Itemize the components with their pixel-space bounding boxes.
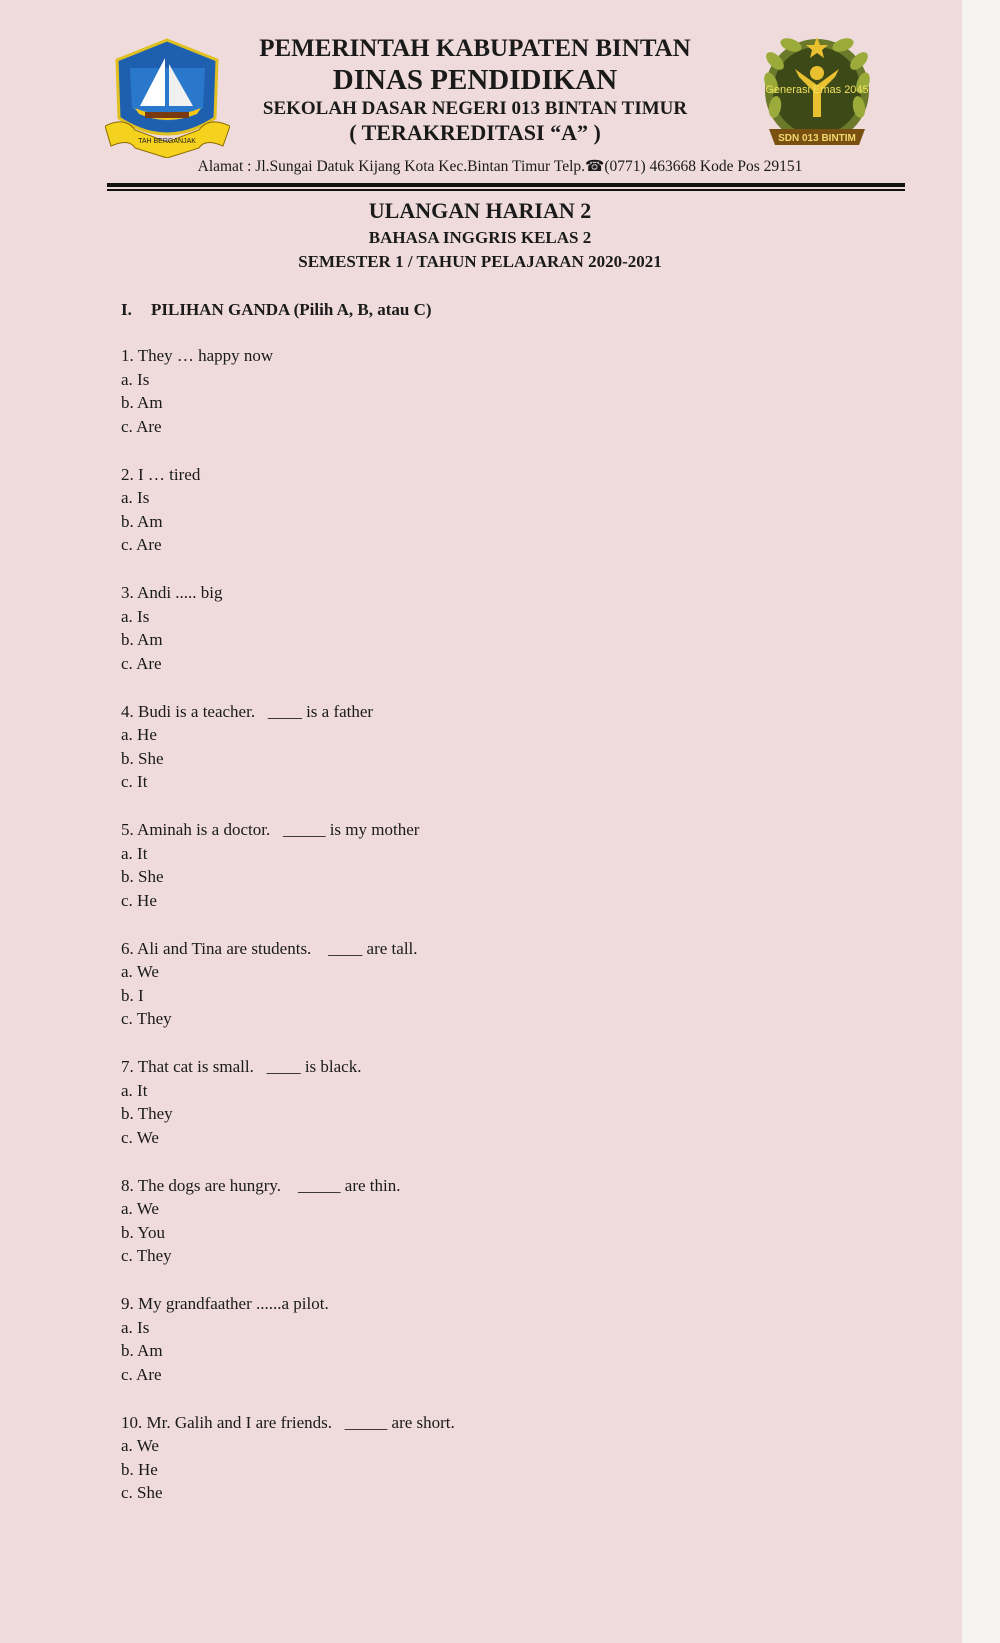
- header-divider-thin: [107, 189, 905, 191]
- option-c: c. They: [121, 1009, 172, 1028]
- bintan-regency-logo: [105, 38, 230, 158]
- option-b: b. They: [121, 1104, 173, 1123]
- exam-title: ULANGAN HARIAN 2: [368, 198, 592, 223]
- option-c: c. He: [121, 890, 157, 910]
- option-b: b. He: [121, 1459, 158, 1479]
- option-b: b. Am: [121, 511, 163, 531]
- question-stem: 1. They … happy now: [121, 346, 274, 365]
- question-stem: 7. That cat is small. ____ is black.: [121, 1057, 362, 1076]
- option-a: a. Is: [121, 606, 150, 626]
- option-a: a. We: [121, 1436, 159, 1455]
- section-label: PILIHAN GANDA (Pilih A, B, atau C): [151, 300, 432, 319]
- question-1: [121, 344, 821, 463]
- option-a: a. Is: [121, 1317, 150, 1337]
- option-c: c. She: [121, 1483, 163, 1502]
- question-stem: 3. Andi ..... big: [121, 583, 223, 602]
- header-accreditation: ( TERAKREDITASI “A” ): [349, 120, 601, 145]
- question-stem: 4. Budi is a teacher. ____ is a father: [121, 701, 374, 721]
- question-7: [121, 1055, 821, 1174]
- option-b: b. She: [121, 748, 164, 768]
- header-government: PEMERINTAH KABUPATEN BINTAN: [259, 35, 691, 62]
- option-a: a. We: [121, 1199, 159, 1218]
- question-stem: 10. Mr. Galih and I are friends. _____ are short.: [121, 1412, 455, 1432]
- option-b: b. Am: [121, 393, 163, 412]
- question-stem: 6. Ali and Tina are students. ____ are tall.: [121, 938, 418, 958]
- question-stem: 9. My grandfaather ......a pilot.: [121, 1294, 329, 1313]
- question-9: [121, 1292, 821, 1411]
- question-stem: 5. Aminah is a doctor. _____ is my mother: [121, 820, 420, 839]
- exam-subject: BAHASA INGGRIS KELAS 2: [368, 228, 592, 247]
- option-c: c. Are: [121, 1364, 162, 1384]
- letterhead: [0, 0, 1000, 200]
- golden-generation-logo: [755, 33, 883, 158]
- question-stem: 2. I … tired: [121, 464, 201, 484]
- option-c: c. Are: [121, 653, 162, 673]
- question-2: [121, 463, 821, 582]
- page-edge: [962, 0, 1000, 1643]
- option-a: a. It: [121, 1080, 148, 1100]
- question-list: [121, 344, 821, 1529]
- question-3: [121, 581, 821, 700]
- option-c: c. Are: [121, 535, 162, 554]
- option-c: c. Are: [121, 416, 162, 436]
- option-b: b. You: [121, 1222, 165, 1242]
- option-a: a. Is: [121, 488, 150, 507]
- svg-text:Generasi Emas 2045: Generasi Emas 2045: [765, 84, 869, 96]
- svg-text:TAH BERGANJAK: TAH BERGANJAK: [138, 138, 196, 145]
- question-10: [121, 1411, 821, 1530]
- question-5: [121, 818, 821, 937]
- header-divider-thick: [107, 183, 905, 187]
- option-b: b. Am: [121, 1341, 163, 1360]
- option-c: c. We: [121, 1127, 159, 1147]
- exam-semester: SEMESTER 1 / TAHUN PELAJARAN 2020-2021: [298, 252, 662, 271]
- question-stem: 8. The dogs are hungry. _____ are thin.: [121, 1175, 401, 1195]
- option-c: c. They: [121, 1246, 172, 1265]
- option-b: b. Am: [121, 630, 163, 649]
- svg-text:SDN 013 BINTIM: SDN 013 BINTIM: [778, 133, 856, 144]
- option-a: a. He: [121, 725, 157, 744]
- header-department: DINAS PENDIDIKAN: [332, 64, 618, 96]
- school-address: Alamat : Jl.Sungai Datuk Kijang Kota Kec.Bintan Timur Telp.☎(0771) 463668 Kode Pos 29151: [197, 158, 803, 175]
- section-heading: [121, 300, 432, 320]
- header-school: SEKOLAH DASAR NEGERI 013 BINTAN TIMUR: [262, 98, 688, 119]
- option-a: a. We: [121, 962, 159, 981]
- option-c: c. It: [121, 772, 148, 791]
- section-number: I.: [121, 300, 132, 319]
- question-4: [121, 700, 821, 819]
- question-6: [121, 937, 821, 1056]
- option-b: b. I: [121, 985, 144, 1005]
- option-b: b. She: [121, 867, 164, 886]
- option-a: a. Is: [121, 369, 150, 389]
- question-8: [121, 1174, 821, 1293]
- option-a: a. It: [121, 843, 148, 863]
